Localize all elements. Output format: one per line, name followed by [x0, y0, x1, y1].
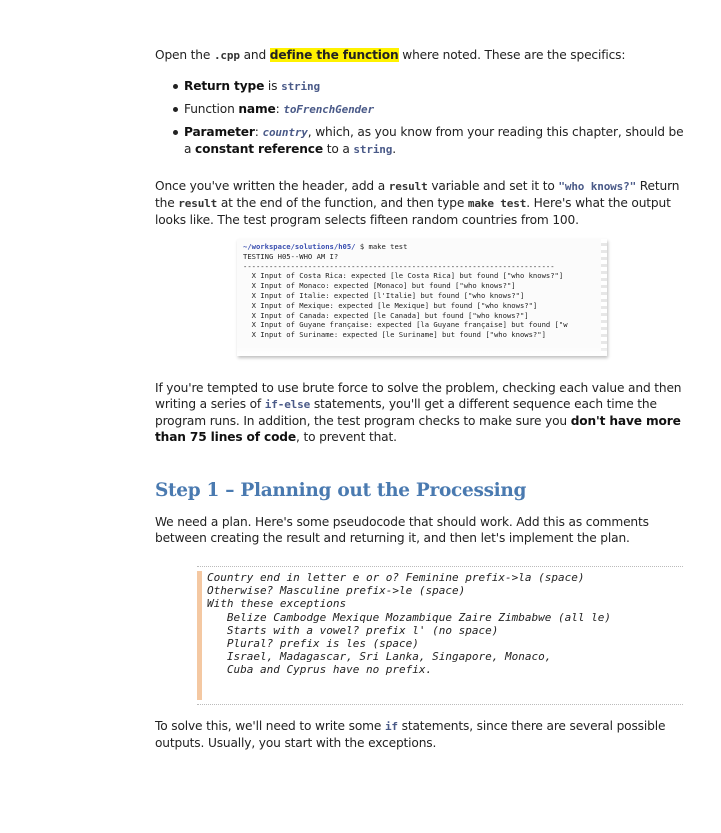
who-knows-code: "who knows?"	[558, 180, 637, 193]
terminal-line: TESTING H05--WHO AM I?	[243, 251, 339, 261]
intro-text: and	[239, 48, 270, 62]
solve-paragraph	[155, 718, 687, 751]
list-text: :	[275, 102, 284, 116]
terminal-line: X Input of Mexique: expected [le Mexique] but found ["who knows?"]	[243, 300, 538, 310]
pseudocode-block	[197, 566, 683, 705]
para-text: statements, since there are several possible outputs. Usually, you start with the exceptions.	[155, 719, 666, 750]
code-accent-bar	[197, 571, 202, 700]
intro-paragraph	[155, 47, 625, 64]
list-item	[155, 101, 687, 118]
terminal-screenshot	[237, 239, 607, 356]
line-limit-emphasis: don't have more than 75 lines of code	[155, 414, 681, 444]
para-text: , to prevent that.	[296, 430, 397, 444]
cpp-code: .cpp	[213, 49, 240, 62]
section-heading: Step 1 – Planning out the Processing	[155, 480, 527, 501]
terminal-line: X Input of Italie: expected [l'Italie] but found ["who knows?"]	[243, 290, 525, 300]
intro-text: Open the	[155, 48, 214, 62]
para-text: If you're tempted to use brute force to solve the problem, checking each value and then writing a series of	[155, 381, 682, 411]
terminal-line: X Input of Monaco: expected [Monaco] but found ["who knows?"]	[243, 281, 516, 291]
terminal-prompt: $ make test	[355, 242, 408, 251]
para-text: at the end of the function, and then type	[217, 196, 468, 210]
pseudocode-text: Country end in letter e or o? Feminine prefix->la (space) Otherwise? Masculine prefix->le (space) With these exceptions Belize Cambodge Mexique Mozambique Zaire Zimbabwe (all le) Starts with a vowel? prefix l' (no space) Plural? prefix is les (space) Israel, Madagascar, Sri Lanka, Singapore, Monaco, Cuba and Cyprus have no prefix.	[207, 571, 611, 677]
terminal-line: X Input of Canada: expected [le Canada] but found ["who knows?"]	[243, 310, 529, 320]
terminal-path: ~/workspace/solutions/h05/	[243, 242, 356, 251]
para-text: To solve this, we'll need to write some	[155, 719, 385, 733]
if-else-code: if-else	[264, 398, 311, 411]
return-type-label: Return type	[184, 79, 265, 93]
torn-bottom	[237, 347, 607, 356]
list-text: .	[392, 142, 396, 156]
define-highlight: define the function	[269, 48, 399, 62]
specifics-list	[155, 78, 687, 164]
country-code: country	[262, 126, 308, 139]
terminal-line: X Input of Guyane française: expected [la Guyane française] but found ["w	[243, 320, 568, 330]
list-item	[155, 78, 687, 95]
list-text: is	[264, 79, 282, 93]
intro-text: where noted. These are the specifics:	[398, 48, 626, 62]
string-code: string	[353, 143, 393, 156]
terminal-line: X Input of Costa Rica: expected [le Costa Rica] but found ["who knows?"]	[243, 271, 564, 281]
terminal-line: X Input of Suriname: expected [le Suriname] but found ["who knows?"]	[243, 330, 546, 340]
make-test-code: make test	[467, 197, 527, 210]
bullet-icon	[173, 84, 178, 89]
para-text: Return the	[155, 179, 680, 210]
string-code: string	[281, 80, 320, 93]
result-code: result	[178, 197, 218, 210]
para-text: . Here's what the output looks like. The test program selects fifteen random countries from 100.	[155, 196, 671, 227]
plan-paragraph: We need a plan. Here's some pseudocode that should work. Add this as comments between creating the result and returning it, and then let's implement the plan.	[155, 515, 649, 545]
para-text: Once you've written the header, add a	[155, 179, 389, 193]
para-text: statements, you'll get a different sequence each time the program runs. In addition, the test program checks to make sure you	[155, 397, 657, 428]
list-text: to a	[322, 142, 354, 156]
name-label: name	[238, 102, 276, 116]
if-code: if	[384, 720, 398, 733]
para-text: variable and set it to	[427, 179, 559, 193]
terminal-line: ------------------------------------------------------------------------	[243, 261, 555, 271]
bullet-icon	[173, 130, 178, 135]
list-item	[155, 124, 687, 158]
function-name-code: toFrenchGender	[283, 103, 374, 116]
list-text: , which, as you know from your reading this chapter, should be a	[184, 125, 684, 156]
parameter-label: Parameter	[184, 125, 255, 139]
result-code: result	[388, 180, 428, 193]
brute-force-paragraph	[155, 380, 687, 445]
list-text: :	[254, 125, 263, 139]
list-text: Function	[184, 102, 239, 116]
header-instructions-paragraph	[155, 178, 687, 228]
torn-edge	[601, 239, 607, 356]
bullet-icon	[173, 107, 178, 112]
constant-reference-label: constant reference	[195, 142, 323, 156]
